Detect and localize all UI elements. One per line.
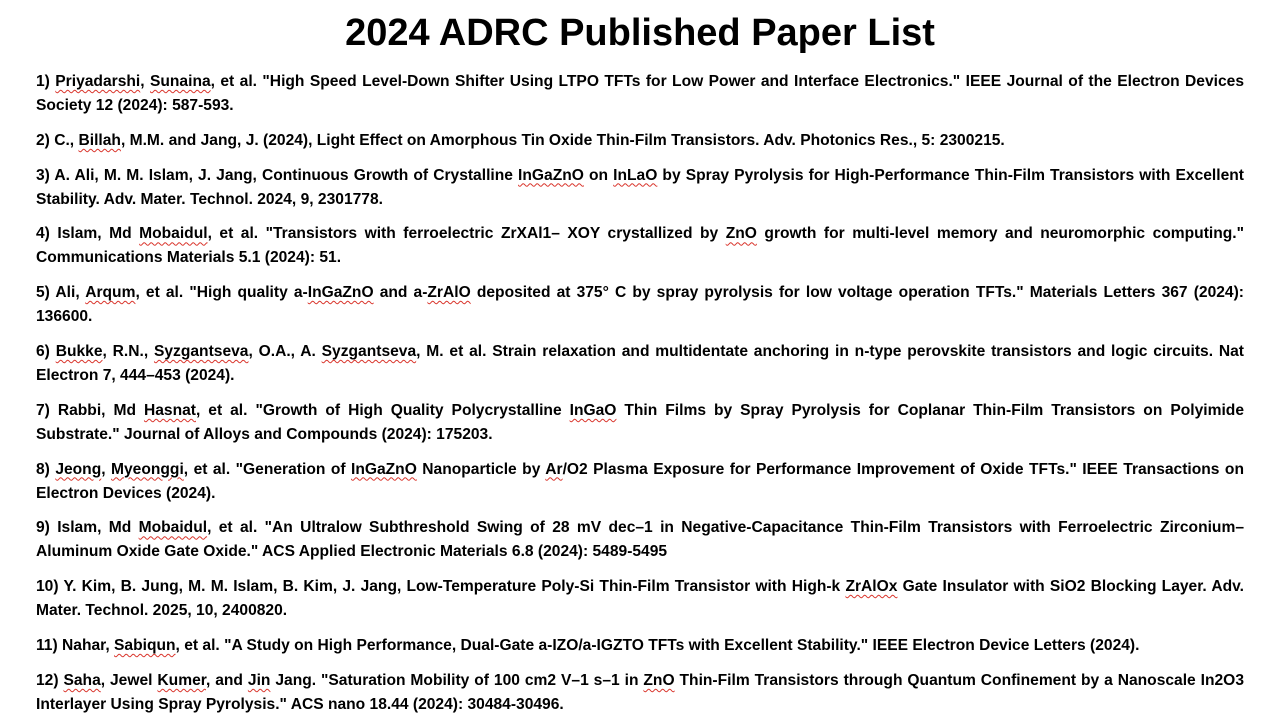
reference-text: , et al. "Transistors with ferroelectric ZrXAl1– XOY crystallized by xyxy=(207,225,726,243)
reference-text: , M.M. and Jang, J. (2024), Light Effect on Amorphous Tin Oxide Thin-Film Transistors. Adv. Photonics Res., 5: 2300215. xyxy=(120,131,1005,149)
reference-text: , et al. "A Study on High Performance, Dual-Gate a-IZO/a-IGZTO TFTs with Excellent Stability." IEEE Electron Device Letters (2024). xyxy=(175,636,1140,654)
spellcheck-flagged-word: Arqum xyxy=(85,284,136,302)
reference-item xyxy=(36,458,1244,506)
spellcheck-flagged-word: Myeonggi xyxy=(111,460,184,478)
spellcheck-flagged-word: Mobaidul xyxy=(139,225,208,243)
reference-text: , M. et al. Strain relaxation and multidentate anchoring in n-type perovskite transistors and logic circuits. Nat Electron 7, 444–453 (2024). xyxy=(36,342,1244,384)
reference-text: , et al. "High Speed Level-Down Shifter Using LTPO TFTs for Low Power and Interface Electronics." IEEE Journal of the Electron Devices Society 12 (2024): 587-593. xyxy=(36,73,1244,114)
reference-text: , et al. "High quality a- xyxy=(135,284,308,302)
spellcheck-flagged-word: InGaZnO xyxy=(350,460,417,478)
reference-text: , et al. "Growth of High Quality Polycrystalline xyxy=(195,401,570,419)
spellcheck-flagged-word: ZnO xyxy=(725,225,757,243)
reference-text: growth for multi-level memory and neuromorphic computing." Communications Materials 5.1 (2024): 51. xyxy=(36,225,1244,267)
reference-text: 5) Ali, xyxy=(36,284,86,302)
spellcheck-flagged-word: InGaZnO xyxy=(518,166,584,184)
reference-text: , et al. "Generation of xyxy=(183,460,351,478)
reference-text: , R.N., xyxy=(102,342,154,360)
spellcheck-flagged-word: Syzgantseva xyxy=(321,342,417,360)
reference-text: Thin-Film Transistors through Quantum Confinement by a Nanoscale In2O3 Interlayer Using Spray Pyrolysis." ACS nano 18.44 (2024): 30484-30496. xyxy=(36,671,1244,713)
reference-text: Gate Insulator with SiO2 Blocking Layer. Adv. Mater. Technol. 2025, 10, 2400820. xyxy=(36,578,1244,620)
page-title: 2024 ADRC Published Paper List xyxy=(345,12,935,54)
spellcheck-flagged-word: Mobaidul xyxy=(138,519,208,537)
spellcheck-flagged-word: Kumer xyxy=(157,671,206,689)
reference-text: , xyxy=(140,73,150,90)
reference-text: 7) Rabbi, Md xyxy=(36,401,144,419)
reference-text: 9) Islam, Md xyxy=(36,519,139,537)
reference-text: /O2 Plasma Exposure for Performance Improvement of Oxide TFTs." IEEE Transactions on Electron Devices (2024). xyxy=(36,460,1244,502)
spellcheck-flagged-word: InGaO xyxy=(569,401,617,419)
reference-text: , xyxy=(101,460,112,478)
reference-text: 2) C., xyxy=(36,131,79,149)
reference-text: on xyxy=(583,166,614,184)
reference-item xyxy=(36,575,1244,623)
reference-text: 4) Islam, Md xyxy=(36,225,140,243)
reference-text: 1) xyxy=(36,73,56,90)
reference-text: 11) Nahar, xyxy=(36,636,115,654)
reference-item xyxy=(36,129,1244,153)
spellcheck-flagged-word: Ar xyxy=(545,460,563,478)
spellcheck-flagged-word: ZnO xyxy=(643,671,675,689)
reference-item xyxy=(36,340,1244,388)
reference-text: Jang. "Saturation Mobility of 100 cm2 V–1 s–1 in xyxy=(270,671,644,689)
spellcheck-flagged-word: InGaZnO xyxy=(307,284,374,302)
reference-item xyxy=(36,281,1244,329)
reference-item xyxy=(36,399,1244,447)
spellcheck-flagged-word: Saha xyxy=(63,671,101,689)
reference-text: deposited at 375° C by spray pyrolysis for low voltage operation TFTs." Materials Letters 367 (2024): 136600. xyxy=(36,284,1244,326)
reference-text: 6) xyxy=(36,342,56,360)
spellcheck-flagged-word: Syzgantseva xyxy=(153,342,249,360)
reference-item xyxy=(36,516,1244,564)
spellcheck-flagged-word: ZrAlOx xyxy=(845,578,898,596)
spellcheck-flagged-word: Bukke xyxy=(55,342,103,360)
spellcheck-flagged-word: Hasnat xyxy=(143,401,196,419)
reference-item xyxy=(36,634,1244,658)
spellcheck-flagged-word: InLaO xyxy=(613,166,658,184)
reference-item xyxy=(36,70,1244,118)
spellcheck-flagged-word: Priyadarshi xyxy=(55,73,141,90)
reference-item xyxy=(36,164,1244,212)
spellcheck-flagged-word: Sabiqun xyxy=(114,636,176,654)
reference-text: , et al. "An Ultralow Subthreshold Swing of 28 mV dec–1 in Negative-Capacitance Thin-Film Transistors with Ferroelectric Zirconium–Aluminum Oxide Gate Oxide." ACS Applied Electronic Materials 6.8 (2024): 5489-5495 xyxy=(36,519,1244,561)
reference-text: , Jewel xyxy=(100,671,158,689)
reference-text: Nanoparticle by xyxy=(416,460,546,478)
reference-text: , and xyxy=(205,671,248,689)
reference-text: by Spray Pyrolysis for High-Performance Thin-Film Transistors with Excellent Stability. Adv. Mater. Technol. 2024, 9, 2301778. xyxy=(36,166,1244,208)
reference-text: 3) A. Ali, M. M. Islam, J. Jang, Continuous Growth of Crystalline xyxy=(36,166,519,184)
reference-text: and a- xyxy=(373,284,428,302)
spellcheck-flagged-word: Jin xyxy=(247,671,271,689)
spellcheck-flagged-word: Jeong xyxy=(55,460,102,478)
reference-text: Thin Films by Spray Pyrolysis for Coplanar Thin-Film Transistors on Polyimide Substrate." Journal of Alloys and Compounds (2024): 175203. xyxy=(36,401,1244,443)
reference-text: 10) Y. Kim, B. Jung, M. M. Islam, B. Kim, J. Jang, Low-Temperature Poly-Si Thin-Film Transistor with High-k xyxy=(36,578,846,596)
spellcheck-flagged-word: Sunaina xyxy=(149,73,211,90)
reference-text: , O.A., A. xyxy=(248,342,322,360)
spellcheck-flagged-word: Billah xyxy=(78,131,121,149)
reference-item xyxy=(36,669,1244,717)
reference-text: 8) xyxy=(36,460,56,478)
reference-item xyxy=(36,222,1244,270)
spellcheck-flagged-word: ZrAlO xyxy=(427,284,471,302)
reference-text: 12) xyxy=(36,671,64,689)
reference-list xyxy=(36,70,1244,717)
